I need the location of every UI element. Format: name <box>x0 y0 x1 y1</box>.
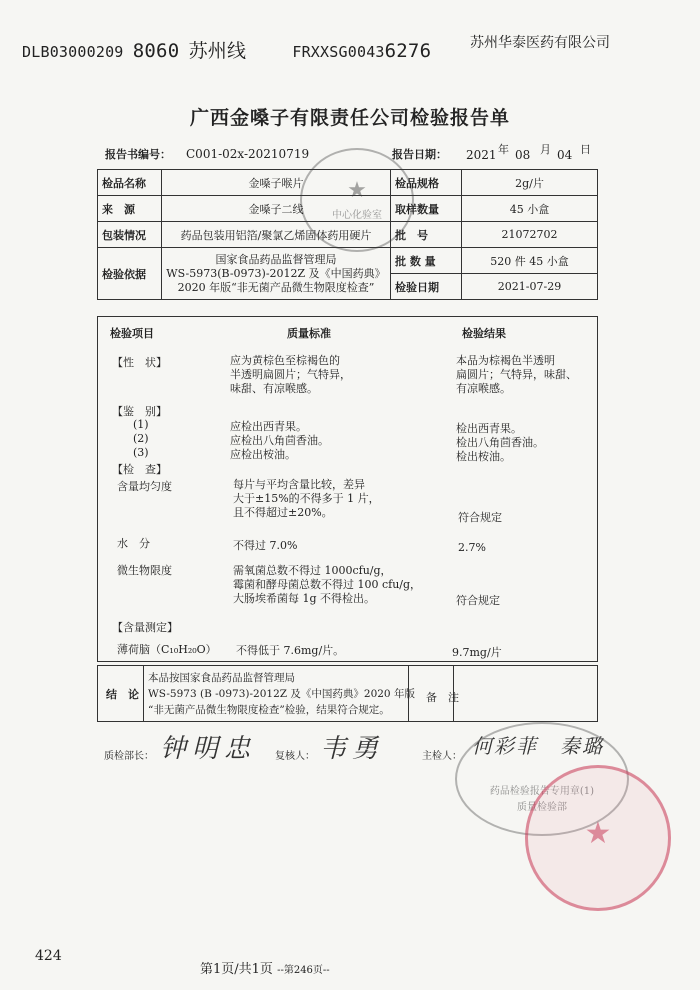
inspector-label: 主检人： <box>422 751 462 762</box>
std-ident-2: 应检出八角茴香油。 <box>230 434 329 447</box>
line-name: 苏州线 <box>188 40 247 62</box>
result-microbial: 符合规定 <box>456 594 500 607</box>
basis-line-2: WS-5973(B-0973)-2012Z 及《中国药典》 <box>166 266 386 280</box>
source-label: 来 源 <box>98 196 162 222</box>
sample-name-label: 检品名称 <box>98 170 162 196</box>
report-no-label: 报告书编号： <box>105 148 171 161</box>
sample-qty-label: 取样数量 <box>391 196 462 222</box>
std-moisture: 不得过 7.0% <box>233 539 298 552</box>
page-number-left: 424 <box>35 948 62 964</box>
item-appearance: 【性 状】 <box>112 356 167 369</box>
result-menthol: 9.7mg/片 <box>452 646 502 659</box>
report-no: C001-02x-20210719 <box>186 147 310 161</box>
report-day: 04 <box>557 148 573 162</box>
star-icon: ★ <box>347 178 367 203</box>
col-item-header: 检验项目 <box>110 327 154 340</box>
report-seal-text: 药品检验报告专用章(1) <box>489 786 595 797</box>
month-unit: 月 <box>540 143 551 156</box>
col-standard-header: 质量标准 <box>287 327 331 340</box>
batch-label: 批 号 <box>391 222 462 248</box>
packaging-label: 包装情况 <box>98 222 162 248</box>
star-icon: ★ <box>584 816 612 851</box>
basis-label: 检验依据 <box>98 248 162 300</box>
spec-value: 2g/片 <box>462 170 598 196</box>
item-moisture: 水 分 <box>117 537 150 550</box>
page-indicator <box>200 958 330 977</box>
conclusion-label: 结 论 <box>106 688 139 701</box>
std-appearance: 应为黄棕色至棕褐色的 半透明扁圆片；气特异， 味甜、有凉喉感。 <box>230 354 351 395</box>
frx-code: FRXXSG0043 <box>292 43 385 61</box>
std-content-uniformity: 每片与平均含量比较，差异 大于±15%的不得多于 1 片， 且不得超过±20%。 <box>233 478 380 519</box>
inspector-signature: 何彩菲 秦璐 <box>472 734 604 758</box>
std-ident-1: 应检出西青果。 <box>230 420 307 433</box>
page-count: 第1页/共1页 <box>200 962 273 977</box>
conclusion-box <box>97 665 598 722</box>
source-value: 金嗓子二线 <box>162 196 391 222</box>
item-assay: 【含量测定】 <box>112 621 178 634</box>
doc-code-suffix: 8060 <box>132 40 180 62</box>
reviewer-signature: 韦勇 <box>320 734 385 764</box>
col-result-header: 检验结果 <box>462 327 506 340</box>
spec-label: 检品规格 <box>391 170 462 196</box>
company-name: 苏州华泰医药有限公司 <box>470 35 610 51</box>
item-microbial: 微生物限度 <box>117 564 172 577</box>
doc-code: DLB03000209 <box>22 43 124 61</box>
item-menthol: 薄荷脑（C₁₀H₂₀O） <box>117 643 217 656</box>
remark-label: 备 注 <box>426 691 459 704</box>
item-inspection: 【检 查】 <box>112 463 167 476</box>
header-codes <box>22 36 431 63</box>
result-appearance: 本品为棕褐色半透明 扁圆片；气特异，味甜、 有凉喉感。 <box>456 354 577 395</box>
year-unit: 年 <box>498 143 509 156</box>
qa-head-label: 质检部长： <box>104 751 154 762</box>
std-microbial: 需氧菌总数不得过 1000cfu/g， 霉菌和酵母菌总数不得过 100 cfu/g， 大肠埃希菌每 1g 不得检出。 <box>233 564 422 605</box>
ident-no-3: (3) <box>133 446 149 459</box>
item-identification: 【鉴 别】 <box>112 405 167 418</box>
report-date-label: 报告日期： <box>392 148 447 161</box>
basis-line-1: 国家食品药品监督管理局 <box>215 252 337 266</box>
result-moisture: 2.7% <box>458 541 486 554</box>
test-date-label: 检验日期 <box>391 274 462 300</box>
batch-qty: 520 件 45 小盒 <box>462 248 598 274</box>
report-month: 08 <box>515 148 531 162</box>
report-title: 广西金嗓子有限责任公司检验报告单 <box>189 107 510 129</box>
report-year: 2021 <box>466 148 497 162</box>
conclusion-text: 本品按国家食品药品监督管理局 WS-5973 (B -0973)-2012Z 及《中国药典》2020 年版 “非无菌产品微生物限度检查”检验，结果符合规定。 <box>148 672 415 716</box>
basis-line-3: 2020 年版“非无菌产品微生物限度检查” <box>177 280 375 294</box>
ident-no-2: (2) <box>133 432 149 445</box>
report-seal-dept: 质量检验部 <box>517 802 567 813</box>
frx-code-suffix: 6276 <box>384 40 432 62</box>
result-ident-1: 检出西青果。 <box>456 422 522 435</box>
sample-name: 金嗓子喉片 <box>162 170 391 196</box>
batch-qty-label: 批 数 量 <box>391 248 462 274</box>
basis-value <box>162 248 391 300</box>
lab-stamp-text: 中心化验室 <box>332 210 382 221</box>
std-ident-3: 应检出桉油。 <box>230 448 296 461</box>
company-seal-red <box>525 765 671 911</box>
reviewer-label: 复核人： <box>275 751 315 762</box>
packaging-value: 药品包装用铝箔/聚氯乙烯固体药用硬片 <box>162 222 391 248</box>
sample-info-table <box>97 169 598 300</box>
page-seq: --第246页-- <box>277 965 330 976</box>
ident-no-1: (1) <box>133 418 149 431</box>
item-content-uniformity: 含量均匀度 <box>117 480 172 493</box>
result-ident-2: 检出八角茴香油。 <box>456 436 544 449</box>
batch-no: 21072702 <box>462 222 598 248</box>
test-date: 2021-07-29 <box>462 274 598 300</box>
qa-head-signature: 钟明忠 <box>160 734 257 764</box>
std-menthol: 不得低于 7.6mg/片。 <box>236 644 345 657</box>
result-content-uniformity: 符合规定 <box>458 511 502 524</box>
sample-qty: 45 小盒 <box>462 196 598 222</box>
result-ident-3: 检出桉油。 <box>456 450 511 463</box>
day-unit: 日 <box>580 143 591 156</box>
